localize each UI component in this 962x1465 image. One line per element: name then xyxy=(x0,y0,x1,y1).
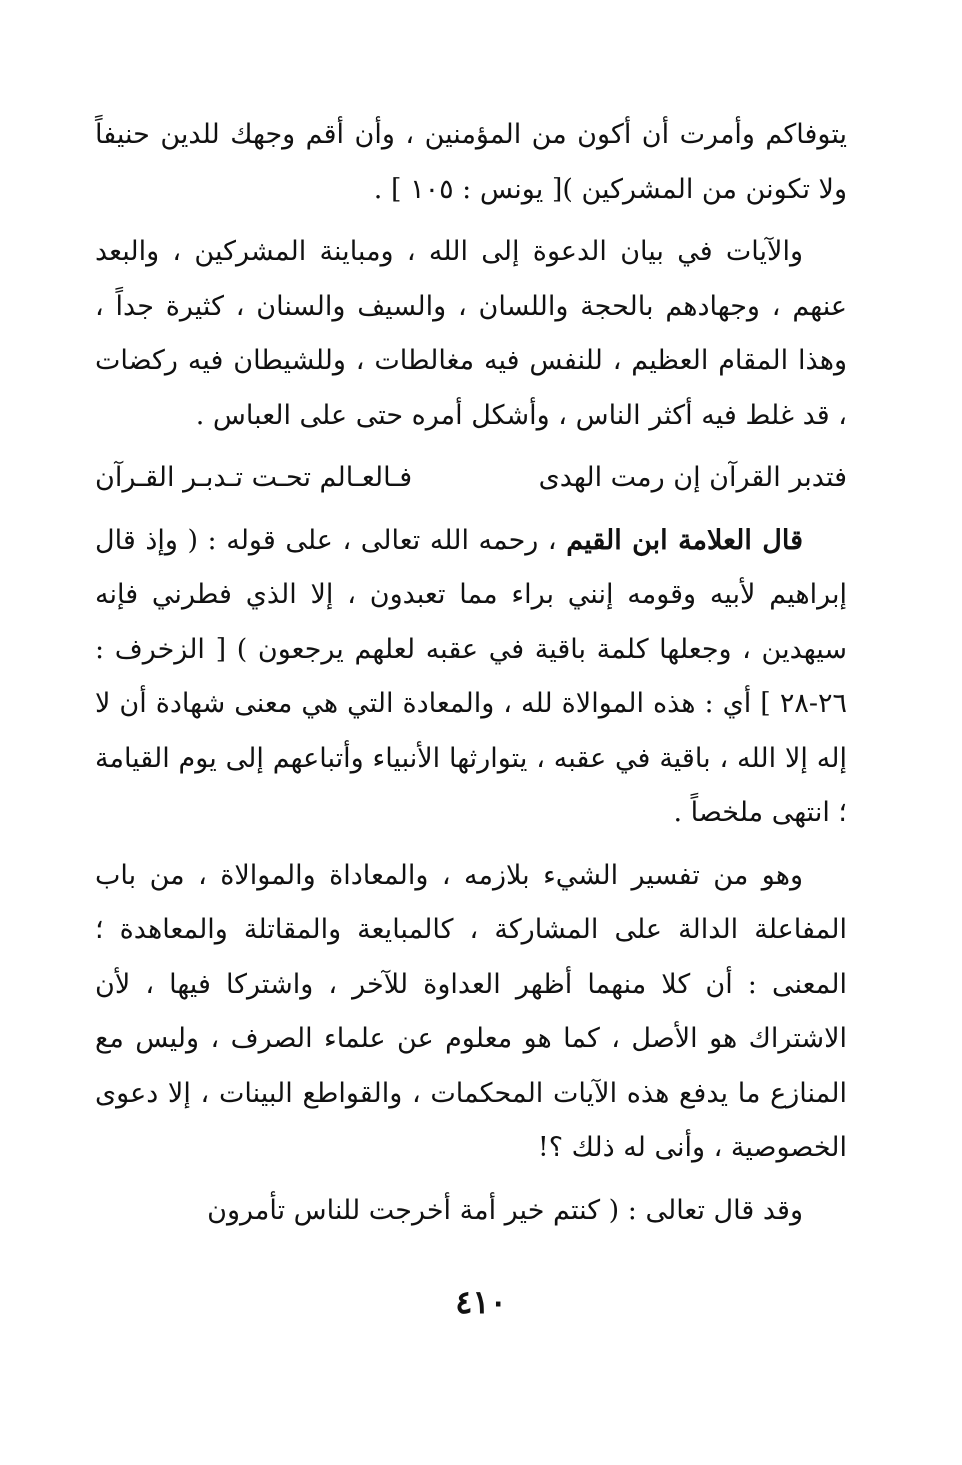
paragraph-5: وقد قال تعالى : ( كنتم خير أمة أخرجت للناس تأمرون xyxy=(207,1194,803,1226)
page-number: ٤١٠ xyxy=(455,1283,507,1321)
paragraph-4: وهو من تفسير الشيء بلازمه ، والمعاداة والموالاة ، من باب المفاعلة الدالة على المشاركة ، كالمبايعة والمقاتلة والمعاهدة ؛ المعنى : أن كلا منهما أظهر العداوة للآخر ، واشتركا فيها ، لأن الاشتراك هو الأصل ، كما هو معلوم عن علماء الصرف ، وليس مع المنازع ما يدفع هذه الآيات المحكمات ، والقواطع البينات ، إلا دعوى الخصوصية ، وأنى له ذلك ؟! xyxy=(95,859,847,1163)
poetry-verse xyxy=(95,451,847,506)
verse-first-hemistich: فتدبر القرآن إن رمت الهدى xyxy=(538,462,847,493)
paragraph-2: والآيات في بيان الدعوة إلى الله ، ومباينة المشركين ، والبعد عنهم ، وجهادهم بالحجة واللسان ، والسيف والسنان ، كثيرة جداً ، وهذا المقام العظيم ، للنفس فيه مغالطات ، وللشيطان فيه ركضات ، قد غلط فيه أكثر الناس ، وأشكل أمره حتى على العباس . xyxy=(95,236,847,431)
quote-paragraph xyxy=(95,514,847,841)
page-body xyxy=(95,108,847,1246)
verse-second-hemistich: فـالعـالم تحـت تـدبـر القـرآن xyxy=(95,462,413,493)
paragraph-1: يتوفاكم وأمرت أن أكون من المؤمنين ، وأن أقم وجهك للدين حنيفاً ولا تكونن من المشركين )[ يونس : ١٠٥ ] . xyxy=(95,119,847,205)
quote-text: ، رحمه الله تعالى ، على قوله : ( وإذ قال إبراهيم لأبيه وقومه إنني براء مما تعبدون ، إلا الذي فطرني فإنه سيهدين ، وجعلها كلمة باقية في عقبه لعلهم يرجعون ) [ الزخرف : ٢٦-٢٨ ] أي : هذه الموالاة لله ، والمعادة التي هي معنى شهادة أن لا إله إلا الله ، باقية في عقبه ، يتوارثها الأنبياء وأتباعهم إلى يوم القيامة ؛ انتهى ملخصاً . xyxy=(95,524,847,828)
quote-speaker: قال العلامة ابن القيم xyxy=(566,524,804,556)
